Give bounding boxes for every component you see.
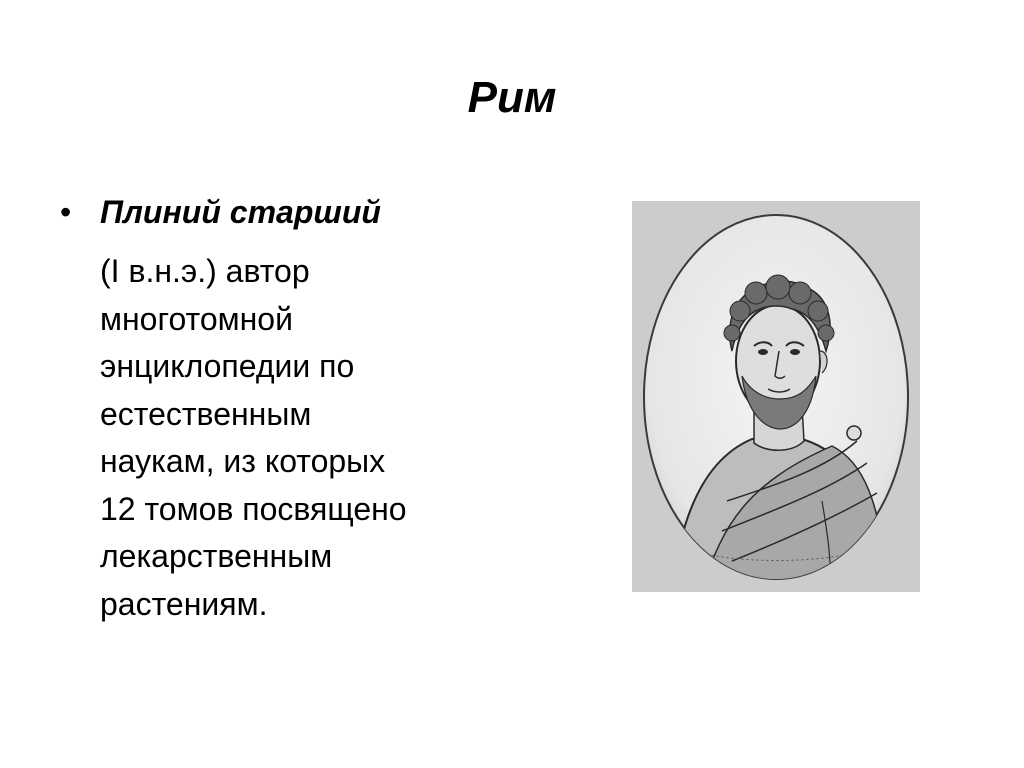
body-line: (I в.н.э.) автор <box>100 253 310 289</box>
body-line: лекарственным <box>100 538 333 574</box>
body-line: наукам, из которых <box>100 443 386 479</box>
bullet-body <box>100 248 540 628</box>
body-line: многотомной <box>100 300 293 337</box>
portrait-image <box>632 201 920 592</box>
body-line: растениям. <box>100 585 268 622</box>
bullet-marker: • <box>60 194 72 230</box>
bullet-heading: Плиний старший <box>100 194 381 230</box>
body-line: энциклопедии по <box>100 348 355 384</box>
body-line: 12 томов посвящено <box>100 490 407 527</box>
slide-title: Рим <box>467 73 557 122</box>
body-line: естественным <box>100 395 312 432</box>
